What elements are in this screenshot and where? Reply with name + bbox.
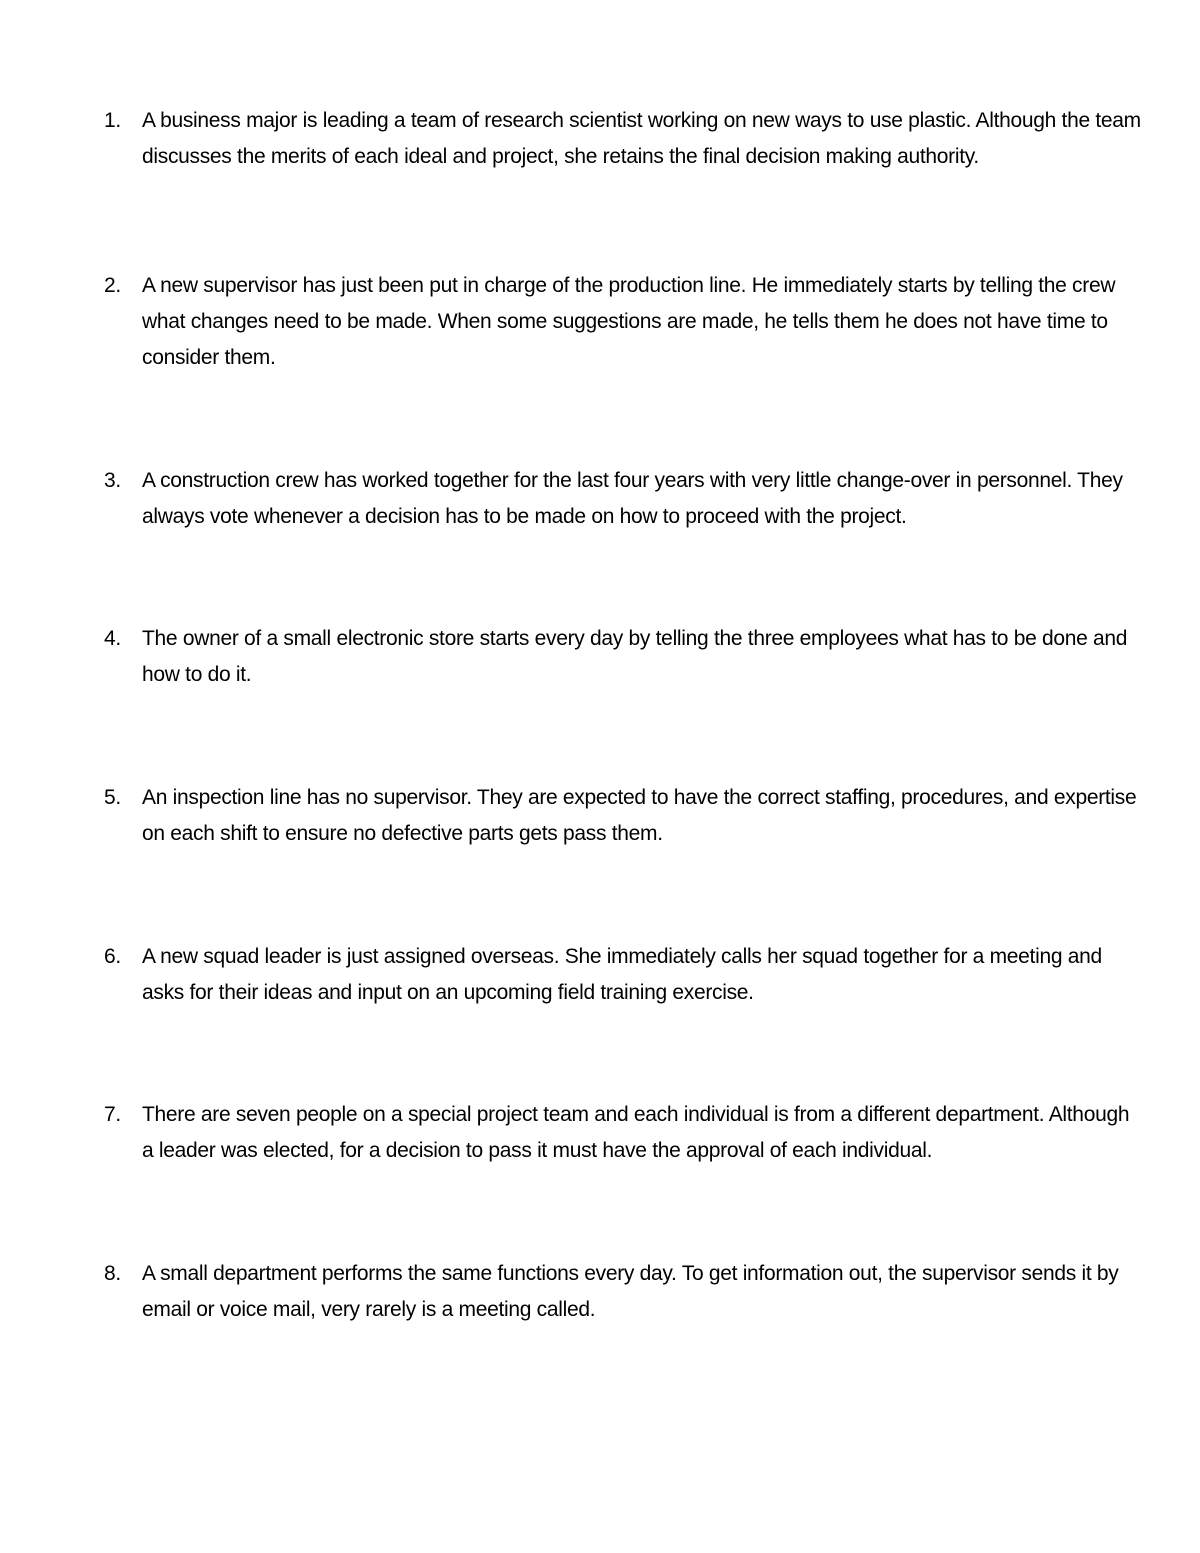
item-text: There are seven people on a special project team and each individual is from a different department. Although a leader was elected, for a decision to pass it must have the approval of each individual. [142,1103,1130,1162]
item-text: A construction crew has worked together for the last four years with very little change-over in personnel. They always vote whenever a decision has to be made on how to proceed with the project. [142,469,1123,528]
item-number: 7. [104,1103,121,1126]
item-text: The owner of a small electronic store starts every day by telling the three employees what has to be done and how to do it. [142,627,1128,686]
item-text: A new squad leader is just assigned overseas. She immediately calls her squad together for a meeting and asks for their ideas and input on an upcoming field training exercise. [142,945,1102,1004]
item-number: 6. [104,945,121,968]
item-text: A business major is leading a team of research scientist working on new ways to use plastic. Although the team discusses the merits of each ideal and project, she retains the final decision making authority. [142,109,1141,168]
item-number: 1. [104,109,121,132]
item-number: 2. [104,274,121,297]
item-number: 3. [104,469,121,492]
item-text: A new supervisor has just been put in charge of the production line. He immediately starts by telling the crew what changes need to be made. When some suggestions are made, he tells them he does not have time to consider them. [142,274,1116,369]
item-number: 4. [104,627,121,650]
item-text: An inspection line has no supervisor. They are expected to have the correct staffing, procedures, and expertise on each shift to ensure no defective parts gets pass them. [142,786,1137,845]
item-text: A small department performs the same functions every day. To get information out, the supervisor sends it by email or voice mail, very rarely is a meeting called. [142,1262,1119,1321]
item-number: 8. [104,1262,121,1285]
item-number: 5. [104,786,121,809]
